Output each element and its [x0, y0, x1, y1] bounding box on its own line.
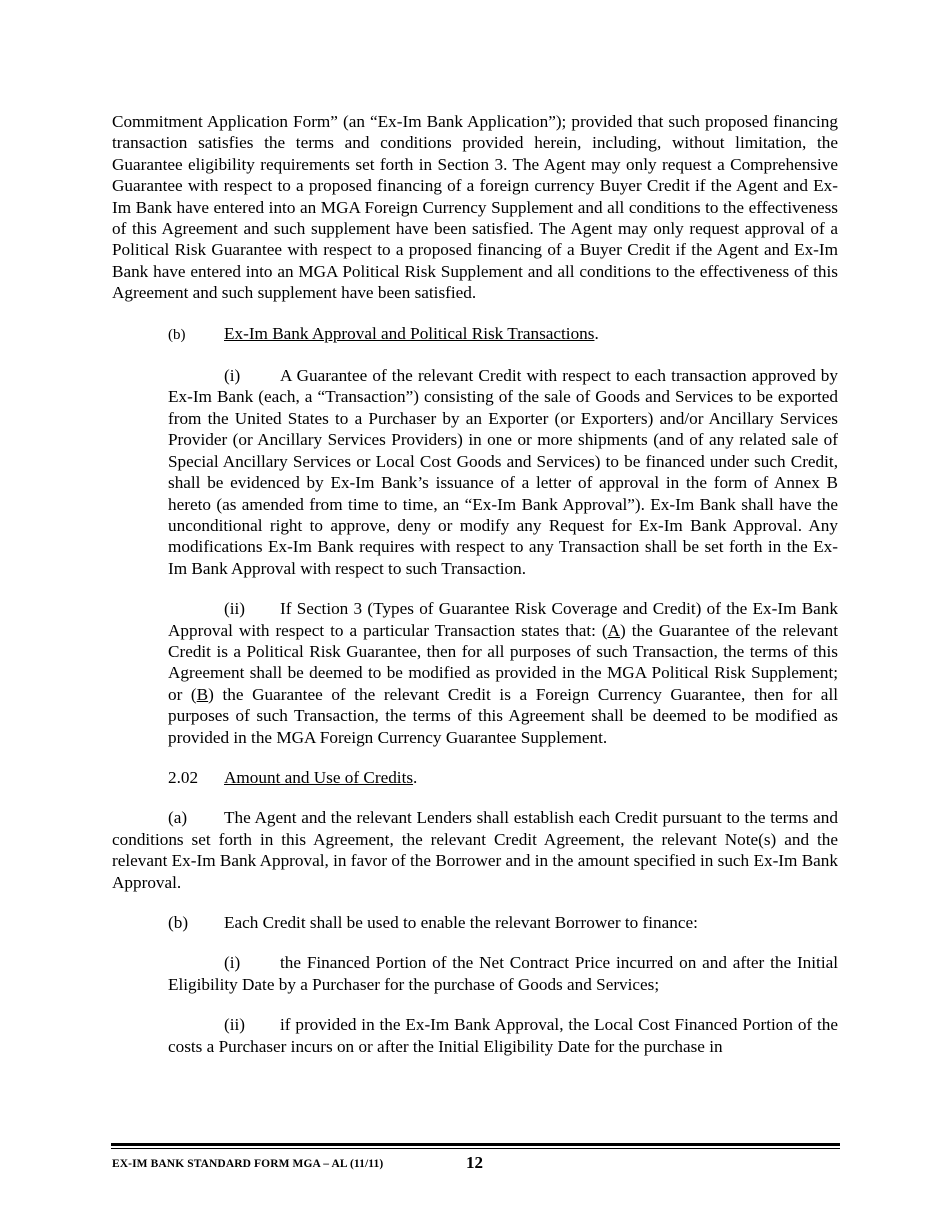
subsection-number: (b) — [168, 913, 189, 932]
clause-text: ) the Guarantee of the relevant Credit is a Political Risk Guarantee, then for all purposes of such Transaction, the terms of this Agreement shall be deemed to be modified as provided in the MGA Political Risk Supplement; or ( — [168, 620, 839, 704]
clause-text: A Guarantee of the relevant Credit with respect to each transaction approved by Ex-Im Bank (each, a “Transaction”) consisting of the sale of Goods and Services to be exported from the United States to a Purchaser by an Exporter (or Exporters) and/or Ancillary Services Provider (or Ancillary Services Providers) in one or more shipments (and of any related sale of Special Ancillary Services or Local Cost Goods and Services) to be financed under such Credit, shall be evidenced by Ex-Im Bank’s issuance of a letter of approval in the form of Annex B hereto (as amended from time to time, an “Ex-Im Bank Approval”). Ex-Im Bank shall have the unconditional right to approve, deny or modify any Request for Ex-Im Bank Approval. Any modifications Ex-Im Bank requires with respect to any Transaction shall be set forth in the Ex-Im Bank Approval with respect to such Transaction. — [168, 366, 838, 578]
clause-b-2-ii — [168, 1014, 838, 1057]
clause-number: (ii) — [224, 1015, 245, 1035]
document-body — [112, 111, 838, 1076]
clause-marker-a: A — [607, 620, 621, 640]
clause-b-i — [168, 365, 838, 579]
subsection-a — [112, 807, 838, 893]
paragraph-text: Commitment Application Form” (an “Ex-Im Bank Application”); provided that such proposed financing transaction satisfies the terms and conditions provided herein, including, without limitation, the Guarantee eligibility requirements set forth in Section 3. The Agent may only request a Comprehensive Guarantee with respect to a proposed financing of a foreign currency Buyer Credit if the Agent and Ex-Im Bank have entered into an MGA Foreign Currency Supplement and all conditions to the effectiveness of this Agreement and such supplement have been satisfied. The Agent may only request approval of a Political Risk Guarantee with respect to a proposed financing of a Buyer Credit if the Agent and Ex-Im Bank have entered into an MGA Political Risk Supplement and all conditions to the effectiveness of this Agreement and such supplement have been satisfied. — [112, 112, 838, 303]
footer-rule-thick — [111, 1143, 840, 1146]
section-title: Amount and Use of Credits — [224, 767, 414, 787]
clause-number: (i) — [224, 366, 241, 386]
clause-b-ii — [168, 598, 838, 748]
clause-text: If Section 3 (Types of Guarantee Risk Coverage and Credit) of the Ex-Im Bank Approval with respect to a particular Transaction states that: ( — [168, 599, 838, 640]
footer-form-name: EX-IM BANK STANDARD FORM MGA – AL (11/11) — [112, 1158, 384, 1170]
clause-number: (ii) — [224, 599, 245, 619]
paragraph-continuation — [112, 111, 838, 304]
subsection-text: The Agent and the relevant Lenders shall establish each Credit pursuant to the terms and conditions set forth in this Agreement, the relevant Credit Agreement, the relevant Note(s) and the relevant Ex-Im Bank Approval, in favor of the Borrower and in the amount specified in such Ex-Im Bank Approval. — [112, 808, 838, 892]
subsection-b-heading: (b) Ex-Im Bank Approval and Political Risk Transactions. — [168, 323, 838, 346]
footer-rule-thin — [111, 1148, 840, 1149]
clause-marker-b: B — [196, 684, 209, 704]
section-number: 2.02 — [168, 767, 199, 787]
clause-number: (i) — [224, 953, 241, 973]
clause-text: if provided in the Ex-Im Bank Approval, the Local Cost Financed Portion of the costs a Purchaser incurs on or after the Initial Eligibility Date for the purchase in — [168, 1015, 838, 1056]
clause-text: the Financed Portion of the Net Contract Price incurred on and after the Initial Eligibility Date by a Purchaser for the purchase of Goods and Services; — [168, 953, 838, 994]
subsection-title: Ex-Im Bank Approval and Political Risk Transactions — [224, 323, 595, 343]
subsection-number: (b) — [168, 326, 186, 343]
subsection-text: Each Credit shall be used to enable the relevant Borrower to finance: — [224, 913, 698, 932]
clause-b-2-i — [168, 952, 838, 995]
section-2-02-heading: 2.02 Amount and Use of Credits. — [168, 767, 418, 787]
subsection-number: (a) — [168, 808, 188, 828]
page-number: 12 — [466, 1153, 483, 1172]
clause-text: ) the Guarantee of the relevant Credit is a Foreign Currency Guarantee, then for all purposes of such Transaction, the terms of this Agreement shall be deemed to be modified as provided in the MGA Foreign Currency Guarantee Supplement. — [168, 684, 838, 747]
subsection-b — [168, 912, 838, 933]
